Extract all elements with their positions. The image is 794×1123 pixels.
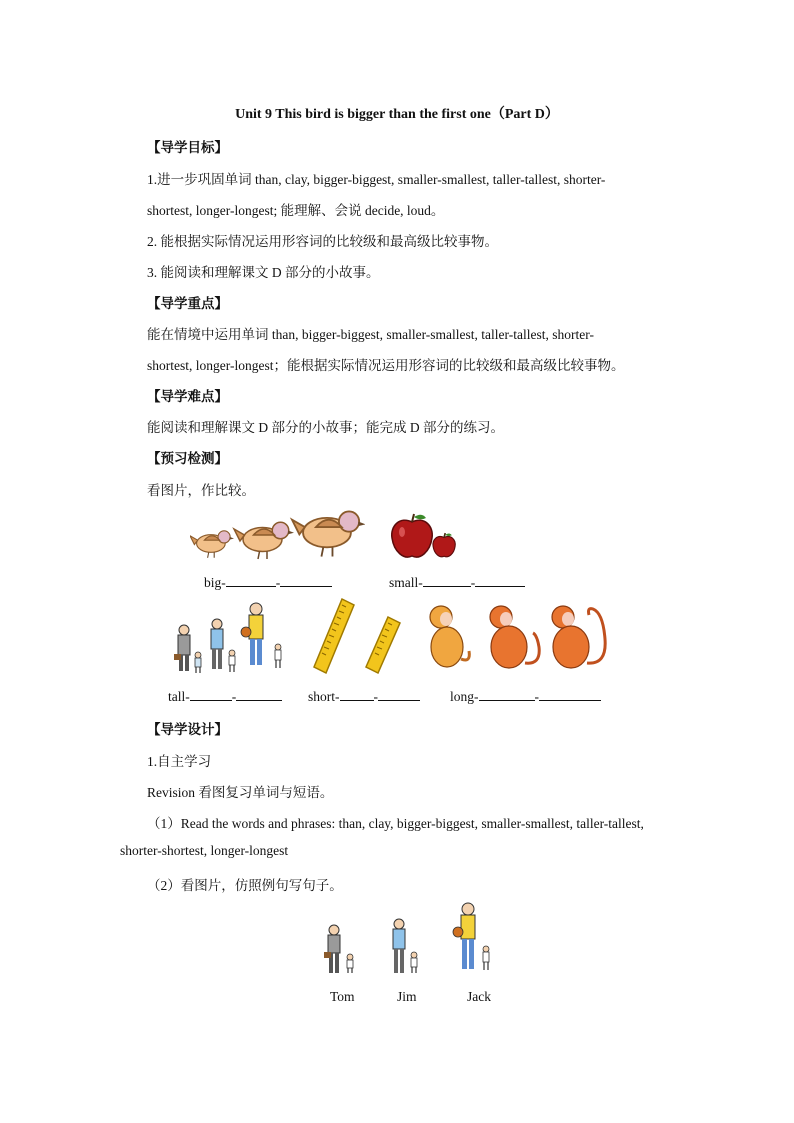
bird-small-icon xyxy=(190,531,234,558)
preview-instruction: 看图片，作比较。 xyxy=(147,483,255,498)
blank-big-2[interactable] xyxy=(280,574,332,587)
caption-long: long- - xyxy=(450,688,601,705)
caption-short: short- - xyxy=(308,688,420,705)
ruler-long-icon xyxy=(314,599,354,673)
self-study-line: 1.自主学习 xyxy=(147,754,212,769)
blank-small-2[interactable] xyxy=(475,574,525,587)
section-preview: 【预习检测】 xyxy=(147,451,228,466)
revision-line: Revision 看图复习单词与短语。 xyxy=(147,785,334,800)
objective-line-3: 2. 能根据实际情况运用形容词的比较级和最高级比较事物。 xyxy=(147,234,498,249)
step1-line-b: shorter-shortest, longer-longest xyxy=(120,843,289,858)
jack-figure-icon xyxy=(453,903,489,970)
caption-big: big- - xyxy=(204,574,332,591)
tom-jim-jack-illustration xyxy=(320,900,510,978)
basketball-icon xyxy=(241,627,251,637)
person-man-blue-icon xyxy=(211,619,223,669)
difficulty-line: 能阅读和理解课文 D 部分的小故事；能完成 D 部分的练习。 xyxy=(147,420,504,435)
key-line-2: shortest, longer-longest；能根据实际情况运用形容词的比较级和最高级比较事物。 xyxy=(147,358,625,373)
name-jim: Jim xyxy=(397,989,417,1004)
objective-line-2: shortest, longer-longest; 能理解、会说 decide, loud。 xyxy=(147,203,445,218)
tom-figure-icon xyxy=(324,925,353,973)
person-man-yellow-icon xyxy=(241,603,263,665)
blank-small-1[interactable] xyxy=(423,574,471,587)
blank-tall-1[interactable] xyxy=(190,688,232,701)
bird-large-icon xyxy=(292,511,365,556)
name-tom: Tom xyxy=(330,989,355,1004)
blank-short-1[interactable] xyxy=(340,688,374,701)
apple-small-icon xyxy=(433,533,455,557)
section-key-points: 【导学重点】 xyxy=(147,296,228,311)
objective-line-1: 1.进一步巩固单词 than, clay, bigger-biggest, smaller-smallest, taller-tallest, shorter- xyxy=(147,172,606,187)
step2-line: （2）看图片，仿照例句写句子。 xyxy=(147,878,343,893)
blank-big-1[interactable] xyxy=(226,574,276,587)
bird-medium-icon xyxy=(234,522,294,559)
monkey-medium-tail-icon xyxy=(490,606,539,668)
monkey-long-tail-icon xyxy=(552,606,605,668)
name-jack: Jack xyxy=(467,989,491,1004)
page-title: Unit 9 This bird is bigger than the first one（Part D） xyxy=(235,107,559,122)
birds-illustration xyxy=(190,505,365,565)
objective-line-4: 3. 能阅读和理解课文 D 部分的小故事。 xyxy=(147,265,380,280)
blank-long-1[interactable] xyxy=(479,688,535,701)
caption-tall: tall- - xyxy=(168,688,282,705)
basketball-icon xyxy=(453,927,463,937)
people-illustration xyxy=(168,600,293,675)
jim-figure-icon xyxy=(393,919,417,973)
apple-big-icon xyxy=(392,514,433,557)
monkeys-illustration xyxy=(425,603,610,673)
blank-short-2[interactable] xyxy=(378,688,420,701)
apples-illustration xyxy=(390,512,460,562)
key-line-1: 能在情境中运用单词 than, bigger-biggest, smaller-smallest, taller-tallest, shorter- xyxy=(147,327,594,342)
person-child-icon xyxy=(195,652,201,673)
person-child-icon xyxy=(275,644,281,668)
person-child-icon xyxy=(229,650,235,672)
rulers-illustration xyxy=(312,597,402,677)
section-objectives: 【导学目标】 xyxy=(147,140,228,155)
blank-tall-2[interactable] xyxy=(236,688,282,701)
caption-small: small- - xyxy=(389,574,525,591)
ruler-short-icon xyxy=(366,617,400,673)
monkey-short-tail-icon xyxy=(430,606,469,667)
section-difficulties: 【导学难点】 xyxy=(147,389,228,404)
blank-long-2[interactable] xyxy=(539,688,601,701)
section-design: 【导学设计】 xyxy=(147,722,228,737)
step1-line-a: （1）Read the words and phrases: than, clay, bigger-biggest, smaller-smallest, taller-tallest, xyxy=(147,816,644,831)
person-man-suit-icon xyxy=(174,625,190,671)
